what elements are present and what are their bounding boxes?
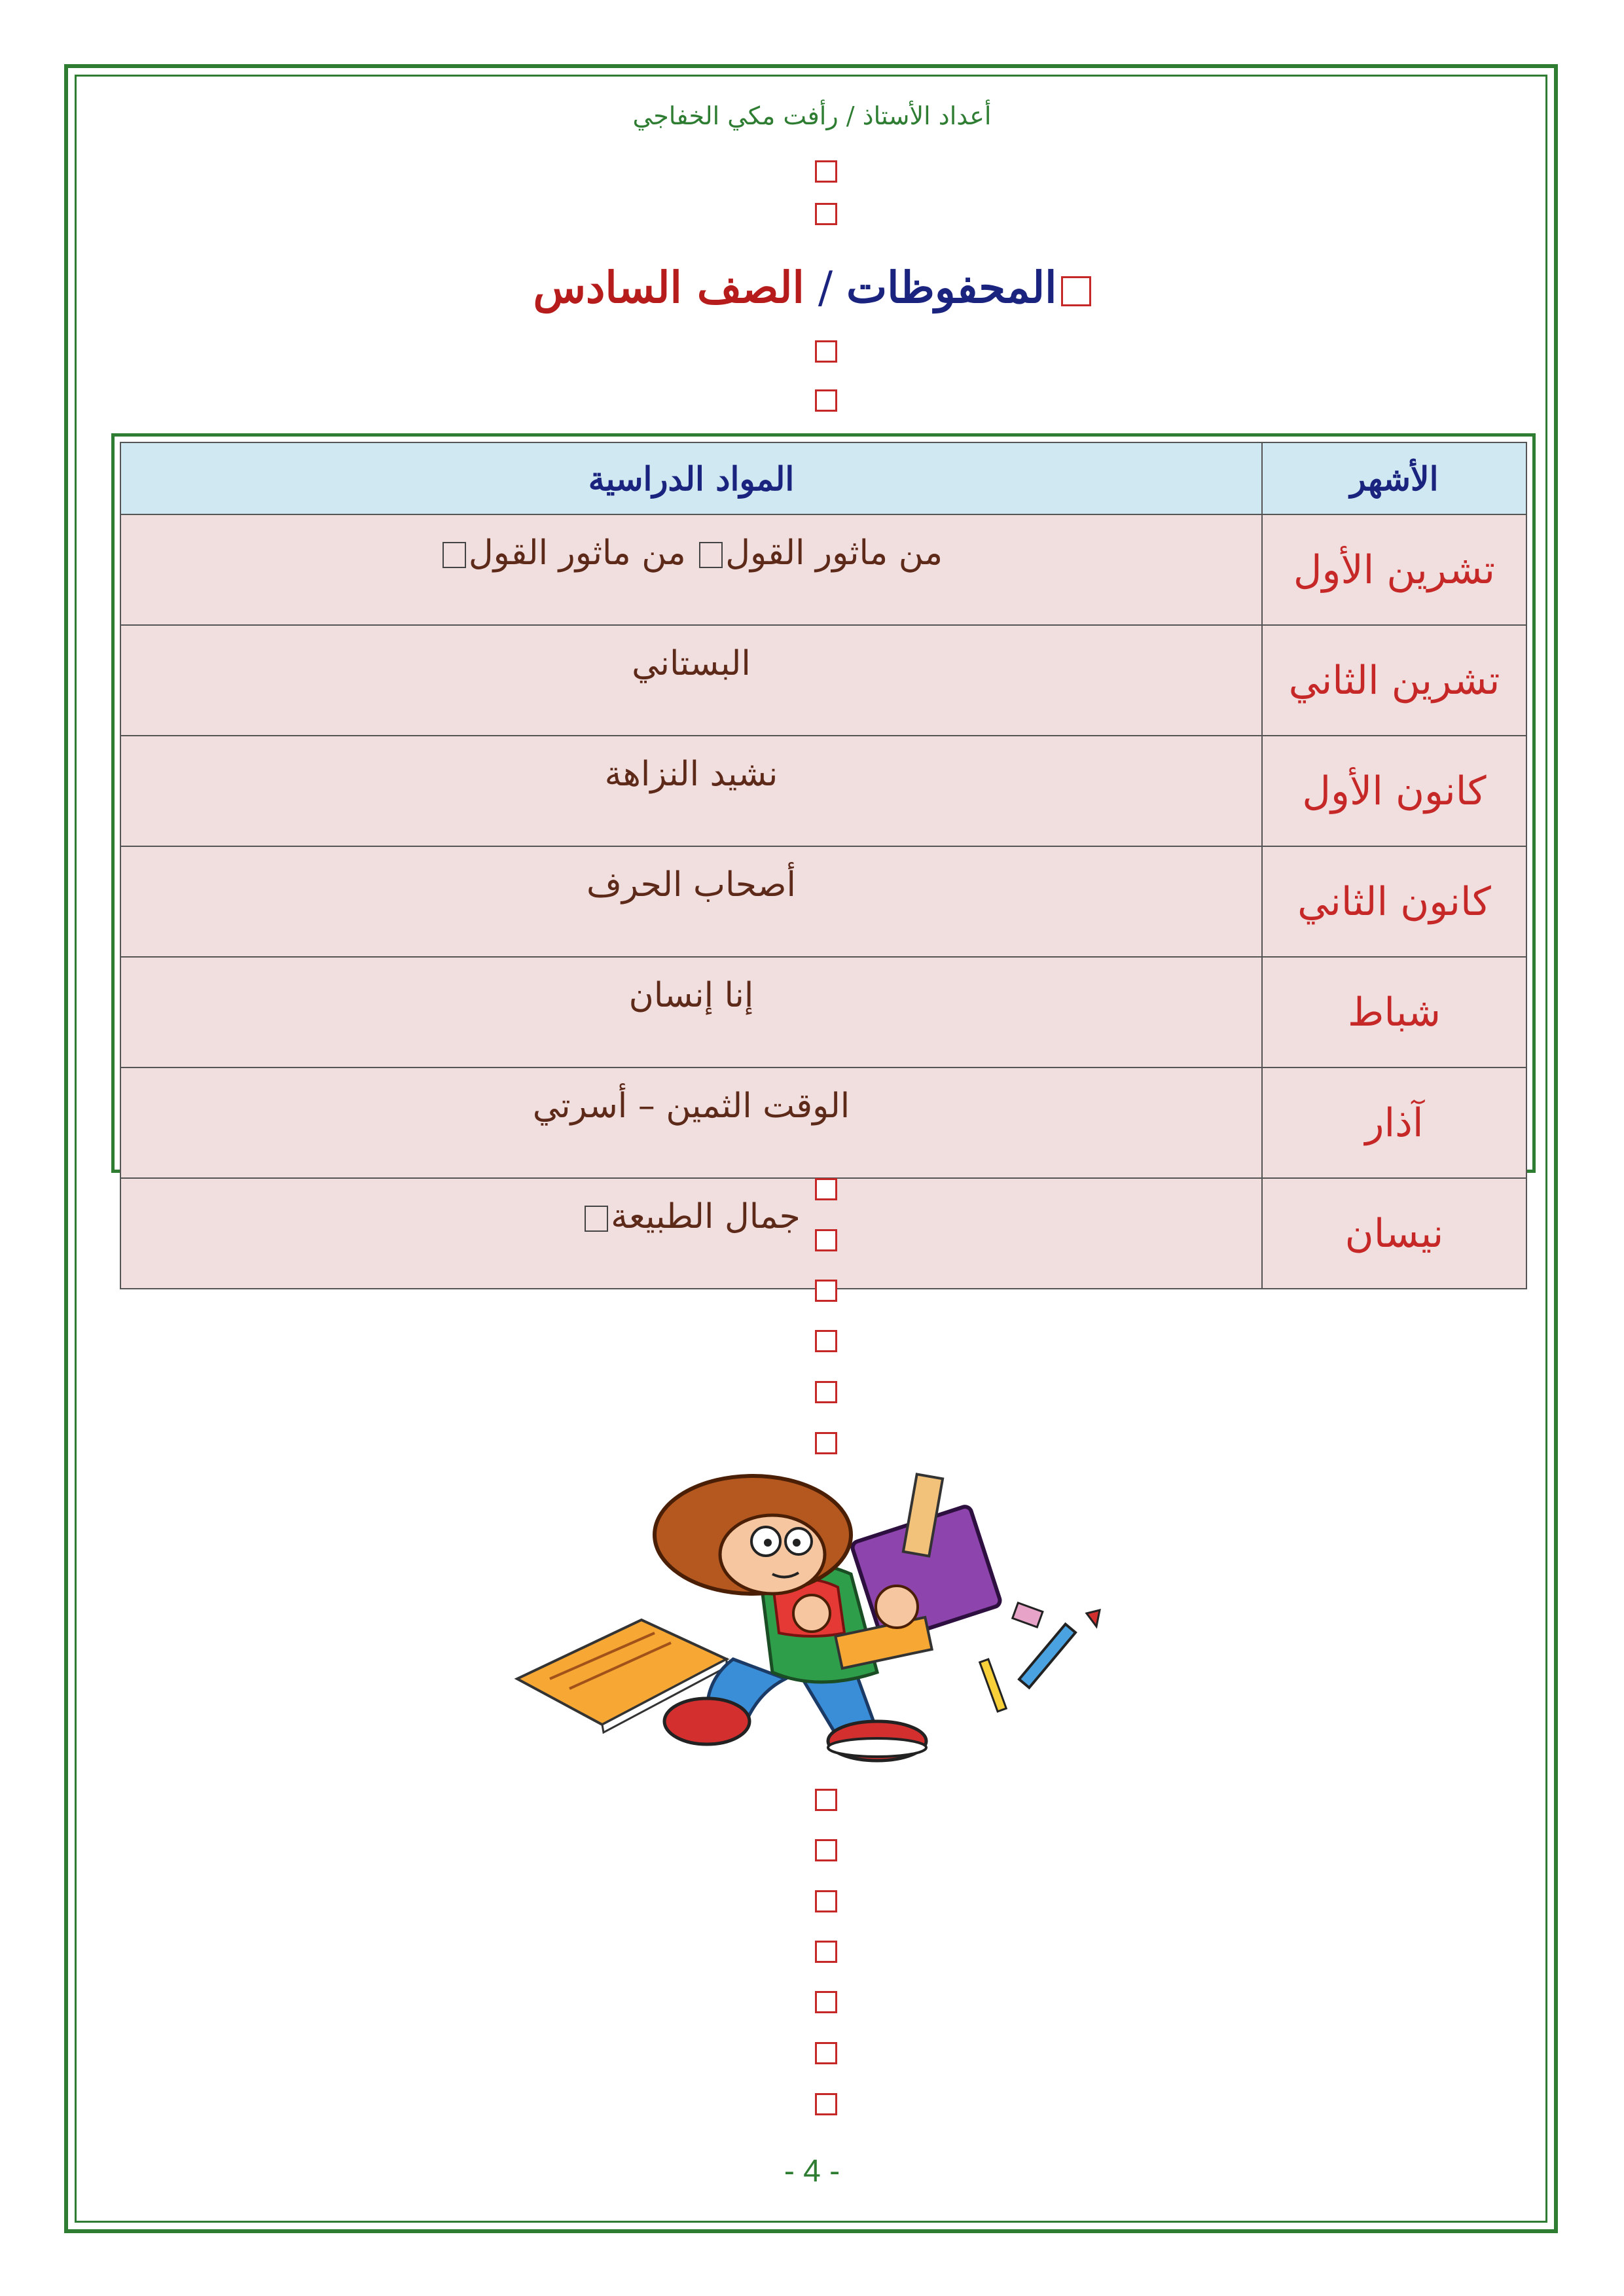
subject-cell xyxy=(120,514,1262,625)
placeholder-box xyxy=(815,1890,837,1912)
month-cell: آذار xyxy=(1262,1067,1526,1178)
student-cartoon-illustration xyxy=(511,1463,1139,1770)
title-separator: / xyxy=(804,262,847,313)
placeholder-box xyxy=(815,2093,837,2115)
table-row xyxy=(120,1067,1526,1178)
placeholder-box xyxy=(815,1941,837,1963)
curriculum-table-frame xyxy=(111,433,1536,1257)
page-title xyxy=(0,262,1624,313)
month-cell: تشرين الثاني xyxy=(1262,625,1526,736)
subject-cell: أصحاب الحرف xyxy=(120,846,1262,957)
placeholder-box xyxy=(815,1789,837,1811)
author-credit: أعداد الأستاذ / رأفت مكي الخفاجي xyxy=(632,101,992,130)
header-subjects: المواد الدراسية xyxy=(120,442,1262,514)
table-row xyxy=(120,514,1526,625)
placeholder-box xyxy=(815,203,837,225)
title-grade: الصف السادس xyxy=(533,262,804,313)
table-row xyxy=(120,736,1526,846)
table-row xyxy=(120,957,1526,1067)
placeholder-box xyxy=(815,1280,837,1302)
table-row xyxy=(120,625,1526,736)
month-cell: شباط xyxy=(1262,957,1526,1067)
month-cell: كانون الثاني xyxy=(1262,846,1526,957)
title-subject: المحفوظات xyxy=(846,262,1057,313)
placeholder-box xyxy=(815,1991,837,2013)
placeholder-box xyxy=(442,542,466,568)
table-row xyxy=(120,846,1526,957)
placeholder-box xyxy=(815,1432,837,1454)
placeholder-box xyxy=(815,1330,837,1352)
subject-cell xyxy=(120,1178,1262,1289)
subject-cell: الوقت الثمين – أسرتي xyxy=(120,1067,1262,1178)
subject-cell: البستاني xyxy=(120,625,1262,736)
placeholder-box xyxy=(815,389,837,412)
placeholder-box xyxy=(815,1839,837,1861)
placeholder-box xyxy=(585,1206,608,1232)
placeholder-box xyxy=(815,1178,837,1200)
student-head xyxy=(655,1476,851,1594)
subject-cell: نشيد النزاهة xyxy=(120,736,1262,846)
subject-text: جمال الطبيعة xyxy=(611,1197,801,1236)
subject-cell: إنا إنسان xyxy=(120,957,1262,1067)
placeholder-box xyxy=(815,1381,837,1403)
subject-text: من ماثور القول xyxy=(468,533,686,573)
month-cell: نيسان xyxy=(1262,1178,1526,1289)
falling-pencils xyxy=(980,1603,1100,1712)
page-number: - 4 - xyxy=(784,2154,840,2189)
books-illustration xyxy=(835,1474,1001,1668)
placeholder-box xyxy=(815,340,837,363)
placeholder-box xyxy=(1061,276,1091,306)
placeholder-box xyxy=(815,2042,837,2064)
month-cell: تشرين الأول xyxy=(1262,514,1526,625)
table-header-row xyxy=(120,442,1526,514)
placeholder-box xyxy=(699,542,723,568)
month-cell: كانون الأول xyxy=(1262,736,1526,846)
placeholder-box xyxy=(815,160,837,183)
header-month: الأشهر xyxy=(1262,442,1526,514)
subject-text: من ماثور القول xyxy=(725,533,943,573)
placeholder-box xyxy=(815,1229,837,1251)
curriculum-table xyxy=(120,442,1527,1289)
